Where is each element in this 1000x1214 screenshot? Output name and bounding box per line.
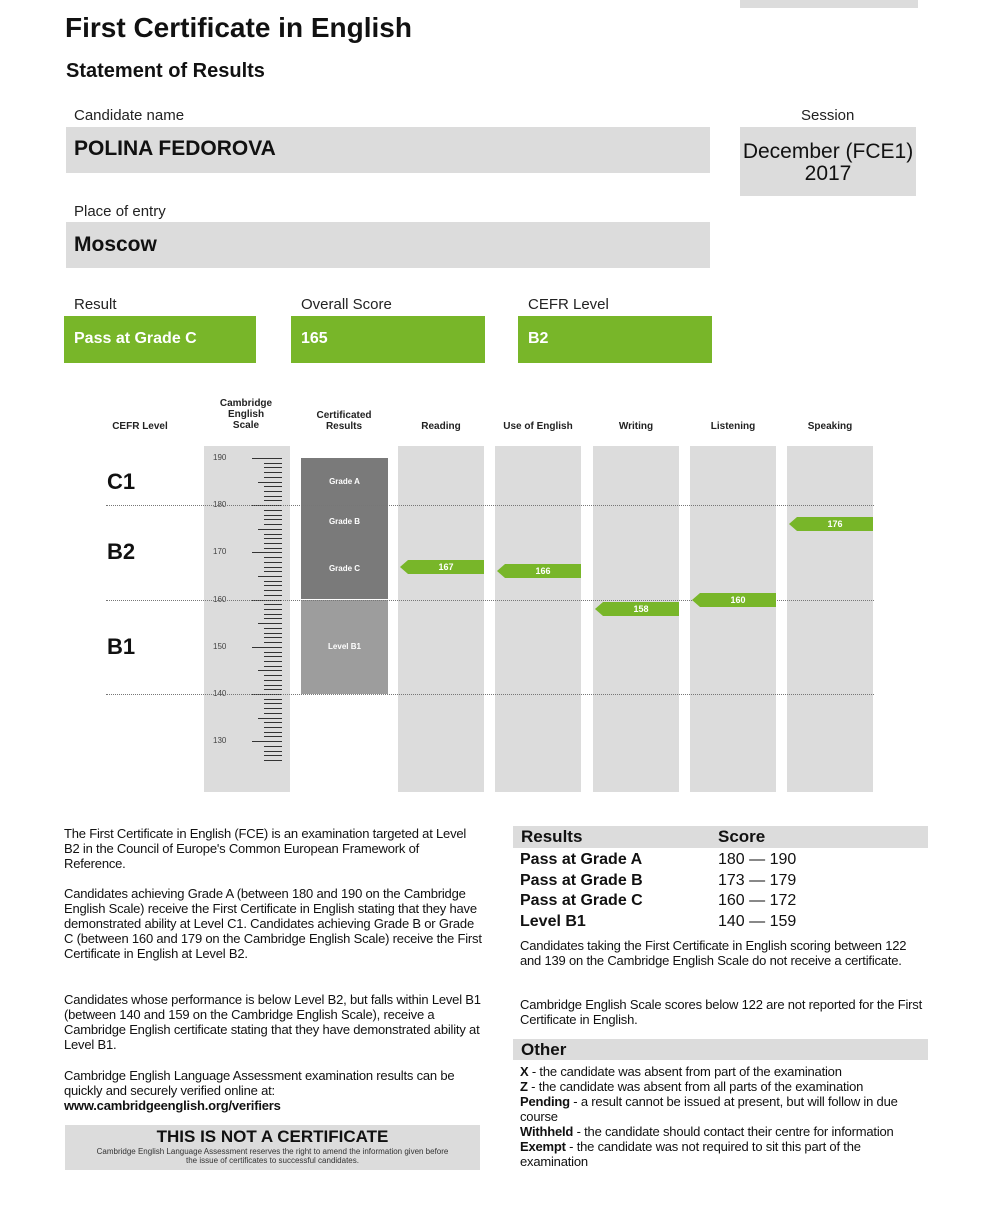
other-item [520, 1079, 930, 1094]
scale-tick [264, 680, 282, 681]
scale-tick [264, 472, 282, 473]
scale-tick [264, 656, 282, 657]
scale-tick [264, 571, 282, 572]
scale-tick-label: 180 [213, 500, 227, 509]
scale-tick [264, 548, 282, 549]
results-note-2: Cambridge English Scale scores below 122 are not reported for the First Certificate in English. [520, 997, 923, 1027]
scale-tick [264, 755, 282, 756]
score-marker: 158 [603, 602, 679, 616]
score-marker: 176 [797, 517, 873, 531]
skill-column [690, 446, 776, 792]
skill-column [398, 446, 484, 792]
scale-tick [264, 699, 282, 700]
skill-column-header: Use of English [503, 421, 573, 432]
scale-tick-label: 130 [213, 736, 227, 745]
scale-tick [264, 727, 282, 728]
scale-tick [264, 713, 282, 714]
candidate-name: POLINA FEDOROVA [74, 137, 276, 160]
scale-tick [264, 543, 282, 544]
scale-tick [264, 491, 282, 492]
other-item-text: - the candidate was absent from all parts of the examination [527, 1079, 864, 1094]
grade-band: Grade C [301, 538, 388, 599]
skill-column-header: Listening [710, 421, 756, 432]
other-item [520, 1094, 930, 1124]
scale-tick [264, 703, 282, 704]
other-list [520, 1064, 930, 1169]
scale-tick [264, 595, 282, 596]
scale-tick [264, 760, 282, 761]
results-row-result: Pass at Grade B [520, 871, 643, 889]
scale-tick [252, 741, 282, 742]
scale-tick [264, 567, 282, 568]
place-of-entry-label: Place of entry [74, 203, 166, 220]
results-row-score: 160 — 172 [718, 892, 797, 909]
scale-tick [264, 467, 282, 468]
info-paragraph-4: Cambridge English Language Assessment examination results can be quickly and securely verified online at: [64, 1068, 455, 1098]
scale-tick [264, 519, 282, 520]
scale-tick [264, 515, 282, 516]
scale-tick [264, 652, 282, 653]
scale-tick [264, 722, 282, 723]
grade-band: Level B1 [301, 600, 388, 694]
scale-tick [264, 590, 282, 591]
other-item-key: X [520, 1064, 529, 1079]
other-item-text: - the candidate was absent from part of the examination [528, 1064, 842, 1079]
scale-tick [264, 500, 282, 501]
scale-tick [264, 510, 282, 511]
other-item [520, 1064, 930, 1079]
scale-tick [264, 557, 282, 558]
other-item [520, 1139, 930, 1169]
skill-column-header: Speaking [807, 421, 853, 432]
scale-tick [264, 609, 282, 610]
other-item-text: - the candidate was not required to sit this part of the examination [520, 1139, 861, 1169]
score-marker: 160 [700, 593, 776, 607]
scale-tick [264, 751, 282, 752]
cefr-boundary-line [106, 694, 874, 695]
score-marker: 166 [505, 564, 581, 578]
verification-link[interactable]: www.cambridgeenglish.org/verifiers [64, 1098, 281, 1113]
scale-tick [264, 637, 282, 638]
skill-column-header: Writing [618, 421, 654, 432]
scale-tick [258, 670, 282, 671]
results-row-result: Level B1 [520, 912, 586, 930]
scale-tick [264, 496, 282, 497]
scale-tick [258, 529, 282, 530]
results-row-score: 180 — 190 [718, 851, 797, 868]
cefr-level-c1: C1 [107, 469, 136, 494]
scale-tick [264, 604, 282, 605]
scale-tick [264, 633, 282, 634]
result-label: Result [74, 296, 117, 313]
results-row-score: 173 — 179 [718, 871, 797, 889]
scale-tick-label: 160 [213, 595, 227, 604]
other-item-key: Z [520, 1079, 528, 1094]
scale-tick [264, 562, 282, 563]
scale-tick [264, 614, 282, 615]
other-heading: Other [521, 1040, 567, 1059]
not-a-certificate-disclaimer: Cambridge English Language Assessment reserves the right to amend the information given before the issue of certificates to successful candidates. [96, 1147, 449, 1165]
document-subtitle: Statement of Results [66, 60, 265, 82]
results-row-score: 140 — 159 [718, 912, 797, 930]
scale-tick [264, 736, 282, 737]
other-item-key: Pending [520, 1094, 570, 1109]
scale-tick [264, 642, 282, 643]
scale-tick [258, 718, 282, 719]
scale-tick [264, 732, 282, 733]
overall-score-label: Overall Score [301, 296, 392, 313]
scale-tick [252, 458, 282, 459]
scale-tick [258, 623, 282, 624]
scale-tick [264, 581, 282, 582]
scale-tick [264, 524, 282, 525]
scale-tick [264, 477, 282, 478]
grade-band: Grade B [301, 505, 388, 538]
results-column-header: Results [521, 827, 583, 846]
info-paragraph-3: Candidates whose performance is below Level B2, but falls within Level B1 (between 140 and 159 on the Cambridge English Scale), receive a Cambridge English certificate stating that they have demonstrated ability at Level B1. [64, 992, 481, 1052]
session-line-2: 2017 [804, 162, 852, 185]
scale-tick [264, 486, 282, 487]
other-header [513, 1039, 928, 1060]
cefr-level-value: B2 [528, 330, 549, 347]
scale-tick [264, 689, 282, 690]
scale-tick-label: 170 [213, 547, 227, 556]
skill-column-header: Reading [421, 421, 461, 432]
other-item [520, 1124, 930, 1139]
scale-tick [264, 708, 282, 709]
grade-band: Grade A [301, 458, 388, 505]
score-marker: 167 [408, 560, 484, 574]
cefr-boundary-line [106, 505, 874, 506]
other-item-key: Withheld [520, 1124, 574, 1139]
skill-column [593, 446, 679, 792]
place-of-entry: Moscow [74, 233, 157, 256]
scale-tick [264, 534, 282, 535]
scale-tick [258, 482, 282, 483]
results-note-1: Candidates taking the First Certificate in English scoring between 122 and 139 on the Cambridge English Scale do not receive a certificate. [520, 938, 907, 968]
candidate-name-label: Candidate name [74, 107, 185, 124]
session-line-1: December (FCE1) [742, 140, 914, 163]
scale-tick-label: 190 [213, 453, 227, 462]
cefr-level-label: CEFR Level [528, 296, 609, 313]
scale-tick [264, 675, 282, 676]
results-row-result: Pass at Grade A [520, 851, 643, 868]
document-title: First Certificate in English [65, 12, 412, 43]
scale-tick [264, 661, 282, 662]
other-item-key: Exempt [520, 1139, 566, 1154]
cefr-level-b1: B1 [107, 634, 136, 659]
session-label: Session [801, 107, 855, 124]
info-paragraph-1: The First Certificate in English (FCE) is an examination targeted at Level B2 in the Council of Europe's Common European Framework of Reference. [64, 826, 467, 871]
certificated-results-column-header: Certificated Results [316, 410, 372, 432]
result-value: Pass at Grade C [74, 330, 197, 347]
cambridge-scale-column-header: Cambridge English Scale [219, 398, 273, 431]
scale-tick [264, 618, 282, 619]
cefr-level-column-header: CEFR Level [112, 421, 168, 432]
score-column-header: Score [718, 827, 766, 846]
scale-tick [252, 552, 282, 553]
not-a-certificate-title: THIS IS NOT A CERTIFICATE [156, 1127, 389, 1146]
other-item-text: - a result cannot be issued at present, but will follow in due course [520, 1094, 898, 1124]
info-paragraph-2: Candidates achieving Grade A (between 180 and 190 on the Cambridge English Scale) receive the First Certificate in English stating that they have demonstrated ability at Level C1. Candidates achieving Grade B or Grade C (between 160 and 179 on the Cambridge English Scale) receive the First Certificate in English at Level B2. [64, 886, 482, 961]
results-table-header [513, 826, 928, 848]
cefr-level-b2: B2 [107, 539, 136, 564]
other-item-text: - the candidate should contact their centre for information [573, 1124, 894, 1139]
scale-tick [264, 746, 282, 747]
scale-tick [264, 463, 282, 464]
scale-tick [264, 666, 282, 667]
overall-score-value: 165 [301, 330, 328, 347]
scale-tick [264, 628, 282, 629]
skill-column [495, 446, 581, 792]
scale-tick [264, 685, 282, 686]
results-row-result: Pass at Grade C [520, 892, 643, 909]
scale-tick [258, 576, 282, 577]
scale-tick-label: 150 [213, 642, 227, 651]
scale-tick [264, 585, 282, 586]
scale-tick [252, 647, 282, 648]
scale-tick [264, 538, 282, 539]
scale-tick-label: 140 [213, 689, 227, 698]
not-a-certificate-banner [65, 1125, 480, 1170]
skill-column [787, 446, 873, 792]
